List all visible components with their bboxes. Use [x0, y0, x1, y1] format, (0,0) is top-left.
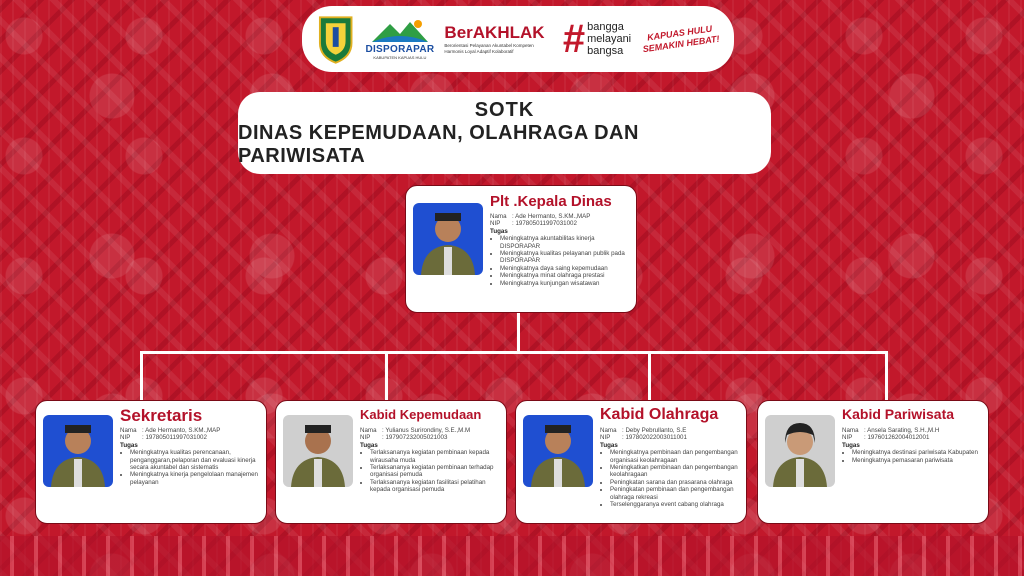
title-line-2: DINAS KEPEMUDAAN, OLAHRAGA DAN PARIWISATA	[238, 121, 639, 167]
list-item: • Terlaksananya kegiatan fasilitasi pelatihan kepada organisasi pemuda	[370, 479, 502, 494]
list-item: • Meningkatnya pembinaan dan pengembangan organisasi keolahragaan	[610, 449, 744, 464]
head-tugas-label: Tugas	[490, 227, 508, 235]
list-item: • Meningkatnya kinerja pengelolaan manajemen pelayanan	[130, 471, 262, 486]
list-item: • Meningkatnya akuntabilitas kinerja DISPORAPAR	[500, 235, 630, 250]
mountain-icon	[370, 18, 430, 44]
pariwisata-nip-label: NIP	[842, 434, 853, 442]
pariwisata-tugas-label: Tugas	[842, 441, 860, 449]
bangga-melayani-logo	[563, 19, 631, 59]
olahraga-nama-label: Nama	[600, 427, 617, 434]
person-photo-icon	[43, 415, 113, 487]
kepemudaan-info	[360, 427, 502, 494]
page-title	[238, 92, 771, 174]
list-item: • Peningkatan sarana dan prasarana olahraga	[610, 479, 744, 486]
berakhlak-title: BerAKHLAK	[444, 23, 545, 42]
decorative-bottom-strip	[0, 536, 1024, 576]
list-item: • Meningkatnya kualitas pelayanan publik pada DISPORAPAR	[500, 250, 630, 265]
person-photo-icon	[283, 415, 353, 487]
disporapar-logo	[365, 18, 434, 60]
disporapar-text: DISPORAPAR	[365, 44, 435, 55]
head-nip-label: NIP	[490, 220, 501, 228]
kepemudaan-nip: : 197907232005021003	[382, 434, 448, 442]
sekretaris-info	[120, 427, 262, 486]
berakhlak-subtitle: Berorientasi Pelayanan Akuntabel Kompeten Harmonis Loyal Adaptif Kolaboratif	[444, 43, 534, 54]
sekretaris-tugas-label: Tugas	[120, 441, 138, 449]
connector-head-down	[517, 312, 520, 352]
connector-pariwisata	[885, 351, 888, 401]
pariwisata-card	[757, 400, 989, 524]
kepemudaan-nama-label: Nama	[360, 427, 377, 434]
pariwisata-title: Kabid Pariwisata	[842, 406, 955, 422]
hash-icon: #	[562, 17, 586, 61]
head-photo	[413, 203, 483, 275]
kepemudaan-card	[275, 400, 507, 524]
disporapar-subtext: KABUPATEN KAPUAS HULU	[373, 55, 427, 60]
head-nama: : Ade Hermanto, S.KM.,MAP	[512, 213, 591, 220]
list-item: • Peningkatan pembinaan dan pengembangan olahraga rekreasi	[610, 486, 744, 501]
head-tugas-list	[490, 235, 630, 287]
pariwisata-nama-label: Nama	[842, 427, 859, 434]
sekretaris-tugas-list	[120, 449, 262, 486]
sekretaris-nip-label: NIP	[120, 434, 131, 442]
olahraga-tugas-label: Tugas	[600, 441, 618, 449]
kepemudaan-tugas-list	[360, 449, 502, 493]
pariwisata-info	[842, 427, 984, 464]
list-item: • Meningkatnya kunjungan wisatawan	[500, 280, 630, 287]
sekretaris-title: Sekretaris	[120, 406, 203, 425]
kepemudaan-photo	[283, 415, 353, 487]
olahraga-card	[515, 400, 747, 524]
bangga-text-3: bangsa	[587, 45, 624, 57]
list-item: • Meningkatnya minat olahraga prestasi	[500, 272, 630, 279]
kepemudaan-tugas-label: Tugas	[360, 441, 378, 449]
olahraga-nip-label: NIP	[600, 434, 611, 442]
olahraga-title: Kabid Olahraga	[600, 406, 719, 423]
connector-horizontal	[140, 351, 888, 354]
sekretaris-nama: : Ade Hermanto, S.KM.,MAP	[142, 427, 221, 434]
olahraga-nama: : Deby Pebrullanto, S.E	[622, 427, 687, 434]
list-item: • Meningkatkan pembinaan dan pengembangan keolahragaan	[610, 464, 744, 479]
regency-crest-icon	[316, 13, 355, 65]
kepemudaan-nip-label: NIP	[360, 434, 371, 442]
pariwisata-photo	[765, 415, 835, 487]
connector-sekretaris	[140, 351, 143, 401]
title-line-1: SOTK	[474, 98, 535, 121]
sekretaris-photo	[43, 415, 113, 487]
berakhlak-logo	[444, 23, 552, 55]
list-item: • Meningkatnya daya saing kepemudaan	[500, 265, 630, 272]
sekretaris-nama-label: Nama	[120, 427, 137, 434]
kepemudaan-title: Kabid Kepemudaan	[360, 407, 482, 422]
olahraga-photo	[523, 415, 593, 487]
olahraga-tugas-list	[600, 449, 744, 508]
pariwisata-tugas-list	[842, 449, 984, 464]
pariwisata-nama: : Ansela Sarating, S.H.,M.H	[864, 427, 940, 434]
person-photo-icon	[523, 415, 593, 487]
list-item: • Meningkatnya destinasi pariwisata Kabupaten	[852, 449, 984, 456]
list-item: • Terlaksananya kegiatan pembinaan kepada wirausaha muda	[370, 449, 502, 464]
logo-bar	[302, 6, 734, 72]
kepemudaan-nama: : Yulianus Surirondiny, S.E.,M.M	[382, 427, 471, 434]
head-nip: : 197805011997031002	[512, 220, 577, 228]
head-card	[405, 185, 637, 313]
connector-olahraga	[648, 351, 651, 401]
sekretaris-nip: : 197805011997031002	[142, 434, 207, 442]
sekretaris-card	[35, 400, 267, 524]
bangga-text-1: bangga	[587, 21, 624, 33]
connector-kepemudaan	[385, 351, 388, 401]
list-item: • Terlaksananya kegiatan pembinaan terhadap organisasi pemuda	[370, 464, 502, 479]
head-nama-label: Nama	[490, 213, 507, 220]
list-item: • Meningkatnya kualitas perencanaan, penganggaran,pelaporan dan evaluasi kinerja secara akuntabel dan sistematis	[130, 449, 262, 471]
person-photo-icon	[765, 415, 835, 487]
list-item: • Meningkatnya pemasaran pariwisata	[852, 457, 984, 464]
olahraga-info	[600, 427, 744, 508]
pariwisata-nip: : 197601262004012001	[864, 434, 930, 442]
list-item: • Terselenggaranya event cabang olahraga	[610, 501, 744, 508]
person-photo-icon	[413, 203, 483, 275]
bangga-text-2: melayani	[587, 33, 632, 45]
kapuas-hulu-slogan: KAPUAS HULU SEMAKIN HEBAT!	[642, 23, 721, 55]
olahraga-nip: : 197802022003011001	[622, 434, 687, 442]
head-info	[490, 213, 630, 287]
head-title: Plt .Kepala Dinas	[490, 193, 612, 210]
